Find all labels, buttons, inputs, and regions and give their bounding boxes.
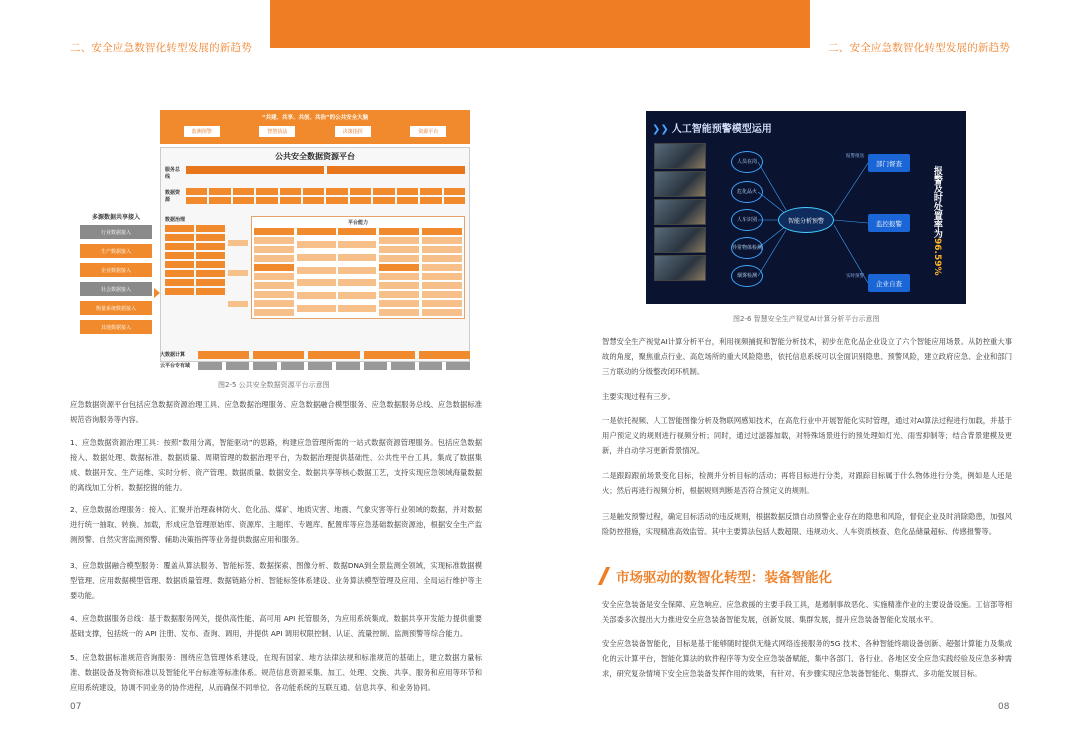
computing-rows xyxy=(160,350,470,372)
figure-2-5-public-safety-data-platform xyxy=(80,110,470,370)
row-label: 平台能力 xyxy=(347,220,368,226)
left-page-number: 07 xyxy=(70,702,82,712)
body-paragraph: 1、应急数据资源治理工具：按照“数用分离，智能驱动”的思路，构建应急管理所需的一站式数据资源管理服务。包括应急数据接入、数据处理、数据标准、数据质量、周期管理的数据治理平台，为数据治理提供基础性、公共性平台工具。集成了数据集成、数据开发、生产运维、实时分析、资产管理、数据质量、数据安全、数据共享等核心数据工艺，支持实现应急领域海量数据的离线加工分析、数据挖掘的能力。 xyxy=(70,438,482,492)
banner-title: “共建、共享、共创、共治”的公共安全大脑 xyxy=(261,115,369,121)
data-source-item: 企业数据接入 xyxy=(80,263,152,277)
public-safety-brain-banner xyxy=(160,110,470,144)
ai-node: 异常物体检测 xyxy=(731,237,763,259)
body-paragraph: 三是触发预警过程，确定目标活动的违反规则，根据数据反馈自动预警企业存在的隐患和风险，督促企业及时消除隐患，加强风险防控措施，实现精准高效监管。其中主要算法包括人数超限、违规动火、人车资质核查、危化品储量超标、传感报警等。 xyxy=(602,512,1012,536)
alarm-rate-text: 报警及时处置率为96.59% xyxy=(931,166,942,276)
body-paragraph: 3、应急数据融合模型服务：覆盖从算法服务、智能标签、数据探索、图像分析、数据DNA到全景监测全领域，实现标准数据模型管理、应用数据模型管理、数据质量管理、数据链路分析、智能标签体系建设、业务算法模型管理及应用、全局运行维护等主要功能。 xyxy=(70,561,482,600)
body-paragraph: 安全应急装备智能化，目标是基于能够随时提供无缝式网络连接服务的5G 技术、各种智能终端设备创新、超强计算能力及集成化的云计算平台，智能化算法的软件程序等为安全应急装备赋能，集中各部门、各行业、各地区安全应急实践经验及应急多种需求，研究复杂情境下安全应急装备发挥作用的效果，有针对、有步骤实现应急装备智能化、集群式、多功能发展目标。 xyxy=(602,639,1012,678)
banner-item: 智慧执法 xyxy=(259,126,295,137)
platform-box xyxy=(160,147,470,362)
body-paragraph: 5、应急数据标准规范咨询服务：围绕应急管理体系建设，在现有国家、地方法律法规和标准规范的基础上，建立数据力量标准、数据设备及物资标准以及智能化平台标准等标准体系。规范信息资源采集、加工、处理、交换、共享、服务和应用等环节和应用系统建设，协调不同业务的协作进程，从而确保不同单位、各功能系统的互联互通、信息共享、和业务协同。 xyxy=(70,653,482,692)
body-paragraph: 智慧安全生产视觉AI计算分析平台，利用视频捕捉和智能分析技术，初步在危化品企业设立了六个智能应用场景。从防控重大事故的角度，聚焦重点行业、高危场所的重大风险隐患，依托信息系统可以全面识别隐患、预警风险，建立政府应急、企业和部门三方联动的分级整改闭环机制。 xyxy=(602,337,1012,376)
ai-node: 烟雾检测 xyxy=(731,265,763,287)
figure-2-6-ai-vision-platform xyxy=(646,111,966,304)
figure-2-6-caption: 图2-6 智慧安全生产视觉AI计算分析平台示意图 xyxy=(733,315,880,323)
ai-node: 人车识别 xyxy=(731,209,763,231)
body-paragraph: 应急数据资源平台包括应急数据资源治理工具、应急数据治理服务、应急数据融合模型服务、应急数据服务总线、应急数据标准规范咨询服务等内容。 xyxy=(70,400,482,424)
banner-item: 资源平台 xyxy=(410,126,446,137)
double-chevron-icon: ❯❯ xyxy=(652,124,669,135)
data-source-item: 社会数据接入 xyxy=(80,282,152,296)
row-label: 数据治理 xyxy=(165,217,186,223)
right-page-header: 二、安全应急数智化转型发展的新趋势 xyxy=(828,42,1010,54)
right-page-number: 08 xyxy=(998,702,1010,712)
row-label: 数据资源 xyxy=(165,190,181,203)
row-label: 云平台专有域 xyxy=(160,363,191,369)
body-paragraph: 主要实现过程有三步。 xyxy=(602,392,675,401)
body-paragraph: 二是跟踪跟前场景变化目标，检测并分析目标的活动；再将目标进行分类，对跟踪目标属于什么物体进行分类，例如是人还是火；然后再进行视频分析，根据规则判断是否符合预定义的规则。 xyxy=(602,471,1012,495)
result-box: 部门督查 xyxy=(868,154,910,172)
figure-2-6-title: ❯❯ 人工智能预警模型运用 xyxy=(652,124,772,135)
data-source-item: 衡量系统数据接入 xyxy=(80,301,152,315)
data-source-item: 生产数据接入 xyxy=(80,244,152,258)
row-label: 大数据计算 xyxy=(160,352,186,358)
data-source-title: 多源数据共享接入 xyxy=(91,214,140,221)
section-title-text: 市场驱动的数智化转型：装备智能化 xyxy=(616,570,832,586)
platform-diagram xyxy=(160,110,470,370)
data-source-item: 行业数据接入 xyxy=(80,225,152,239)
slash-mark xyxy=(598,567,610,585)
figure-2-5-caption: 图2-5 公共安全数据资源平台示意图 xyxy=(218,381,330,389)
governance-row xyxy=(165,216,465,319)
body-paragraph: 4、应急数据服务总线：基于数据服务网关，提供高性能、高可用 API 托管服务，为应用系统集成、数据共享开发能力提供重要基础支撑，包括统一的 API 注册、发布、查询、调用，并提供 API 调用权限控制、认证、流量控制、监测预警等综合能力。 xyxy=(70,614,482,638)
row-label: 服务总线 xyxy=(165,167,181,180)
data-source-column xyxy=(80,212,152,339)
body-paragraph: 2、应急数据治理服务：接入、汇聚并治理森林防火、危化品、煤矿、地质灾害、地震、气象灾害等行业领域的数据，并对数据进行统一抽取、转换、加载，形成应急管理原始库、资源库、主题库、专题库、配置库等应急基础数据资源池，根据安全生产监测预警、自然灾害监测预警、辅助决策指挥等业务提供数据应用和服务。 xyxy=(70,505,482,544)
flow-label: 实时预警 xyxy=(846,274,864,279)
ai-node: 人员在岗 xyxy=(731,151,763,173)
data-source-item: 其他数据接入 xyxy=(80,320,152,334)
body-paragraph: 一是依托视频、人工智能图像分析及物联网感知技术，在高危行业中开展智能化实时管理，通过对AI算法过程进行加载，并基于用户预定义的规则进行视频分析；同时，通过过滤器加载，对特殊场景进行的预处理如灯光、雨雪抑制等；结合背景建模及更新，并自动学习更新背景情况。 xyxy=(602,416,1012,455)
smart-analysis-node: 智能分析预警 xyxy=(778,207,834,233)
platform-title: 公共安全数据资源平台 xyxy=(275,152,355,161)
banner-item: 监测预警 xyxy=(184,126,220,137)
left-page-header: 二、安全应急数智化转型发展的新趋势 xyxy=(70,42,252,54)
section-title xyxy=(602,566,832,586)
service-bus-row xyxy=(165,166,465,180)
flow-label: 报警推送 xyxy=(846,154,864,159)
result-box: 企业自查 xyxy=(868,274,910,292)
result-box: 监控报警 xyxy=(868,214,910,232)
body-paragraph: 安全应急装备是安全保障、应急响应、应急救援的主要手段工具，是遏制事故恶化、实施精准作业的主要设备设施。工信部等相关部委多次提出大力推进安全应急装备智能发展，创新发展、集群发展，提升应急装备智能化发展水平。 xyxy=(602,600,1012,624)
banner-item: 决策指挥 xyxy=(335,126,371,137)
data-resource-row xyxy=(165,188,465,204)
top-accent-bar xyxy=(270,0,810,48)
ai-node: 危化品火 xyxy=(731,181,763,203)
